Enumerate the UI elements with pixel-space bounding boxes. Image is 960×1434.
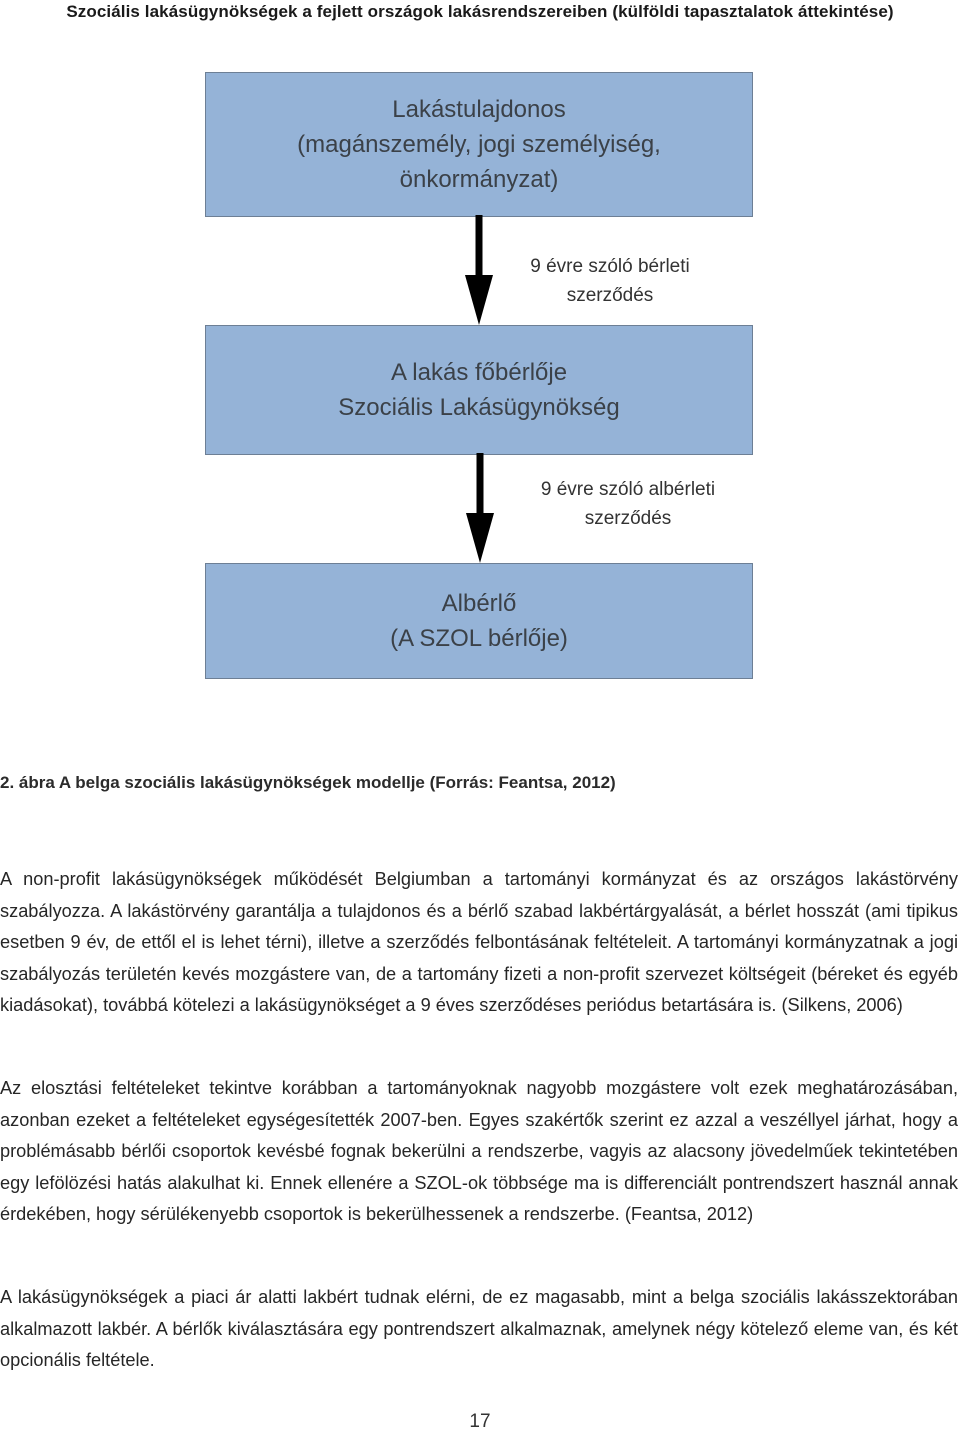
paragraph-2: Az elosztási feltételeket tekintve korábban a tartományoknak nagyobb mozgástere volt ezek meghatározásában, azonban ezeket a feltételeket egységesítették 2007-ben. Egyes szakértők szerint ez azzal a veszéllyel járhat, hogy a problémásabb bérlői csoportok kevésbé fognak bekerülni a rendszerbe, vagyis az alacsony jövedelműek tekintetében egy lefölözési hatás alakulhat ki. Ennek ellenére a SZOL-ok többsége ma is differenciált pontrendszert használ annak érdekében, hogy sérülékenyebb csoportok is bekerülhessenek a rendszerbe. (Feantsa, 2012)	[0, 1078, 958, 1225]
box-agency-line-2: Szociális Lakásügynökség	[338, 394, 620, 421]
arrow-1-label-line-2: szerződés	[566, 285, 654, 306]
paragraph-3: A lakásügynökségek a piaci ár alatti lakbért tudnak elérni, de ez magasabb, mint a belga szociális lakásszektorában alkalmazott lakbér. A bérlők kiválasztására egy pontrendszert alkalmaznak, amelynek négy kötelező eleme van, és két opcionális feltétele.	[0, 1287, 958, 1371]
box-subtenant-line-1: Albérlő	[441, 590, 517, 617]
box-owner-line-2: (magánszemély, jogi személyiség,	[297, 131, 661, 158]
arrow-1-label-line-1: 9 évre szóló bérleti	[530, 256, 690, 277]
box-subtenant-line-2: (A SZOL bérlője)	[390, 625, 568, 652]
box-agency	[205, 325, 753, 455]
page-number: 17	[469, 1411, 491, 1432]
figure-caption: 2. ábra A belga szociális lakásügynökségek modellje (Forrás: Feantsa, 2012)	[0, 773, 616, 792]
box-owner	[205, 72, 753, 217]
arrow-2-label-line-1: 9 évre szóló albérleti	[540, 479, 716, 500]
arrow-down-2	[463, 453, 497, 563]
arrow-1-label	[480, 252, 740, 310]
box-owner-line-1: Lakástulajdonos	[392, 96, 566, 123]
running-header: Szociális lakásügynökségek a fejlett országok lakásrendszereiben (külföldi tapasztalatok áttekintése)	[66, 2, 894, 21]
box-agency-line-1: A lakás főbérlője	[390, 359, 568, 386]
arrow-2-label-line-2: szerződés	[584, 508, 672, 529]
box-subtenant	[205, 563, 753, 679]
box-owner-line-3: önkormányzat)	[399, 166, 559, 193]
arrow-2-label	[498, 475, 758, 533]
paragraph-1: A non-profit lakásügynökségek működését Belgiumban a tartományi kormányzat és az országos lakástörvény szabályozza. A lakástörvény garantálja a tulajdonos és a bérlő szabad lakbértárgyalását, a bérlet hosszát (ami tipikus esetben 9 év, de ettől el is lehet térni), illetve a szerződés felbontásának feltételeit. A tartományi kormányzatnak a jogi szabályozás területén kevés mozgástere van, de a tartomány fizeti a non-profit szervezet költségeit (béreket és egyéb kiadásokat), továbbá kötelezi a lakásügynökséget a 9 éves szerződéses periódus betartására is. (Silkens, 2006)	[0, 869, 958, 1016]
